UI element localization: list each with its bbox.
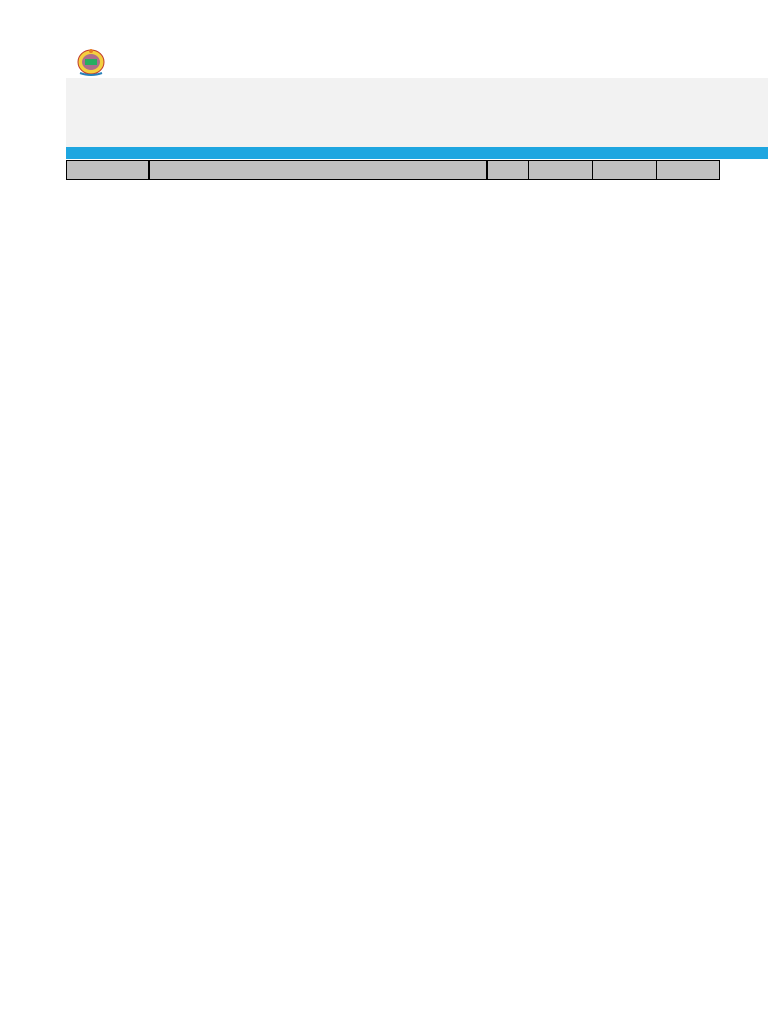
schedule-period — [528, 147, 768, 159]
project-header — [66, 78, 768, 147]
municipality-logo — [74, 47, 108, 77]
col-item-header — [66, 160, 149, 180]
col-desc-header — [149, 160, 487, 180]
col-week2-header — [592, 160, 658, 180]
schedule-title — [66, 147, 528, 159]
col-week3-header — [656, 160, 720, 180]
col-und-header — [487, 160, 529, 180]
col-week1-header — [528, 160, 593, 180]
